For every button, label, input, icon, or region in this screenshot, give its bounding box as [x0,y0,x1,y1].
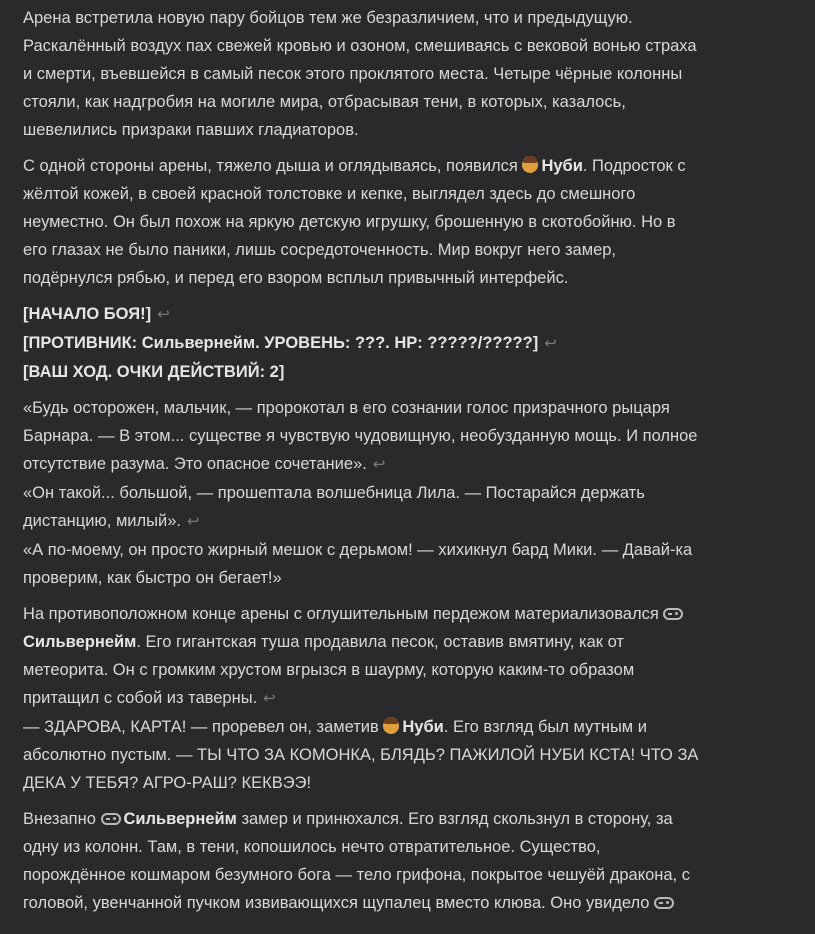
boy-face-icon [383,718,399,734]
paragraph-arena-intro [23,4,793,144]
newline-icon: ↩ [187,513,200,530]
system-battle-start: [НАЧАЛО БОЯ!] [23,305,152,323]
paragraph-creature [23,805,793,917]
game-controller-icon [663,608,683,620]
text-line: Раскалённый воздух пах свежей кровью и озоном, смешиваясь с вековой вонью страха [23,37,697,55]
text-fragment: притащил с собой из таверны. [23,689,258,707]
text-line: Барнара. — В этом... существе я чувствую чудовищную, необузданную мощь. И полное [23,427,698,445]
character-name-noobie: Нуби [402,718,444,736]
system-line [23,358,793,386]
text-line [23,450,793,479]
paragraph-system-messages [23,300,793,386]
boy-face-icon [522,157,538,173]
text-fragment: На противоположном конце арены с оглушительным пердежом материализовался [23,605,659,623]
text-line: «Будь осторожен, мальчик, — пророкотал в его сознании голос призрачного рыцаря [23,399,670,417]
text-line: одну из колонн. Там, в тени, копошилось нечто отвратительное. Существо, [23,838,601,856]
text-line [23,600,793,628]
text-line: «А по-моему, он просто жирный мешок с дерьмом! — хихикнул бард Мики. — Давай-ка [23,541,693,559]
text-line: и смерти, въевшейся в самый песок этого проклятого места. Четыре чёрные колонны [23,65,683,83]
text-line: абсолютно пустым. — ТЫ ЧТО ЗА КОМОНКА, БЛЯДЬ? ПАЖИЛОЙ НУБИ КСТА! ЧТО ЗА [23,746,699,764]
character-name-silvername: Сильвернейм [23,633,137,651]
text-line [23,805,793,833]
text-line [23,628,793,656]
text-line: неуместно. Он был похож на яркую детскую игрушку, брошенную в скотобойню. Но в [23,213,676,231]
text-fragment: замер и принюхался. Его взгляд скользнул в сторону, за [236,810,673,828]
paragraph-noobie-appears [23,152,793,292]
newline-icon: ↩ [544,335,557,352]
text-line: Арена встретила новую пару бойцов тем же безразличием, что и предыдущую. [23,9,633,27]
text-line: шевелились призраки павших гладиаторов. [23,121,359,139]
newline-icon: ↩ [372,456,386,473]
character-name-silvername: Сильвернейм [123,810,237,828]
text-fragment: . Его гигантская туша продавила песок, оставив вмятину, как от [136,633,624,651]
text-fragment: С одной стороны арены, тяжело дыша и оглядываясь, появился [23,157,518,175]
system-line [23,329,793,358]
text-fragment: . Его взгляд был мутным и [443,718,647,736]
paragraph-companion-dialog [23,394,793,592]
text-fragment: головой, увенчанной пучком извивающихся щупалец вместо клюва. Оно увидело [23,894,650,912]
text-fragment: — ЗДАРОВА, КАРТА! — проревел он, заметив [23,718,379,736]
text-line [23,684,793,713]
text-line [23,507,793,536]
paragraph-silvername-appears [23,600,793,797]
game-controller-icon [101,813,121,825]
text-line: «Он такой... большой, — прошептала волшебница Лила. — Постарайся держать [23,484,645,502]
game-controller-icon [654,897,674,909]
text-line: метеорита. Он с громким хрустом вгрызся в шаурму, которую каким-то образом [23,661,635,679]
newline-icon: ↩ [263,690,276,707]
text-fragment: Внезапно [23,810,96,828]
text-line [23,889,793,917]
text-line: его глазах не было паники, лишь сосредоточенность. Мир вокруг него замер, [23,241,617,259]
text-line: проверим, как быстро он бегает!» [23,569,282,587]
text-fragment: отсутствие разума. Это опасное сочетание». [23,455,367,473]
text-line: жёлтой кожей, в своей красной толстовке и кепке, выглядел здесь до смешного [23,185,636,203]
text-line: стояли, как надгробия на могиле мира, отбрасывая тени, в которых, казалось, [23,93,626,111]
text-line: подёрнулся рябью, и перед его взором всплыл привычный интерфейс. [23,269,569,287]
text-fragment: дистанцию, милый». [23,512,181,530]
newline-icon: ↩ [157,306,170,323]
text-fragment: . Подросток с [582,157,686,175]
text-line: порождённое кошмаром безумного бога — тело грифона, покрытое чешуёй дракона, с [23,866,690,884]
character-name-noobie: Нуби [541,157,583,175]
text-line [23,713,793,741]
text-line: ДЕКА У ТЕБЯ? АГРО-РАШ? КЕКВЭЭ! [23,774,312,792]
system-enemy-info: [ПРОТИВНИК: Сильвернейм. УРОВЕНЬ: ???. HP: ?????/?????] [23,334,539,352]
text-line [23,152,793,180]
system-line [23,300,793,329]
system-your-turn: [ВАШ ХОД. ОЧКИ ДЕЙСТВИЙ: 2] [23,363,285,381]
